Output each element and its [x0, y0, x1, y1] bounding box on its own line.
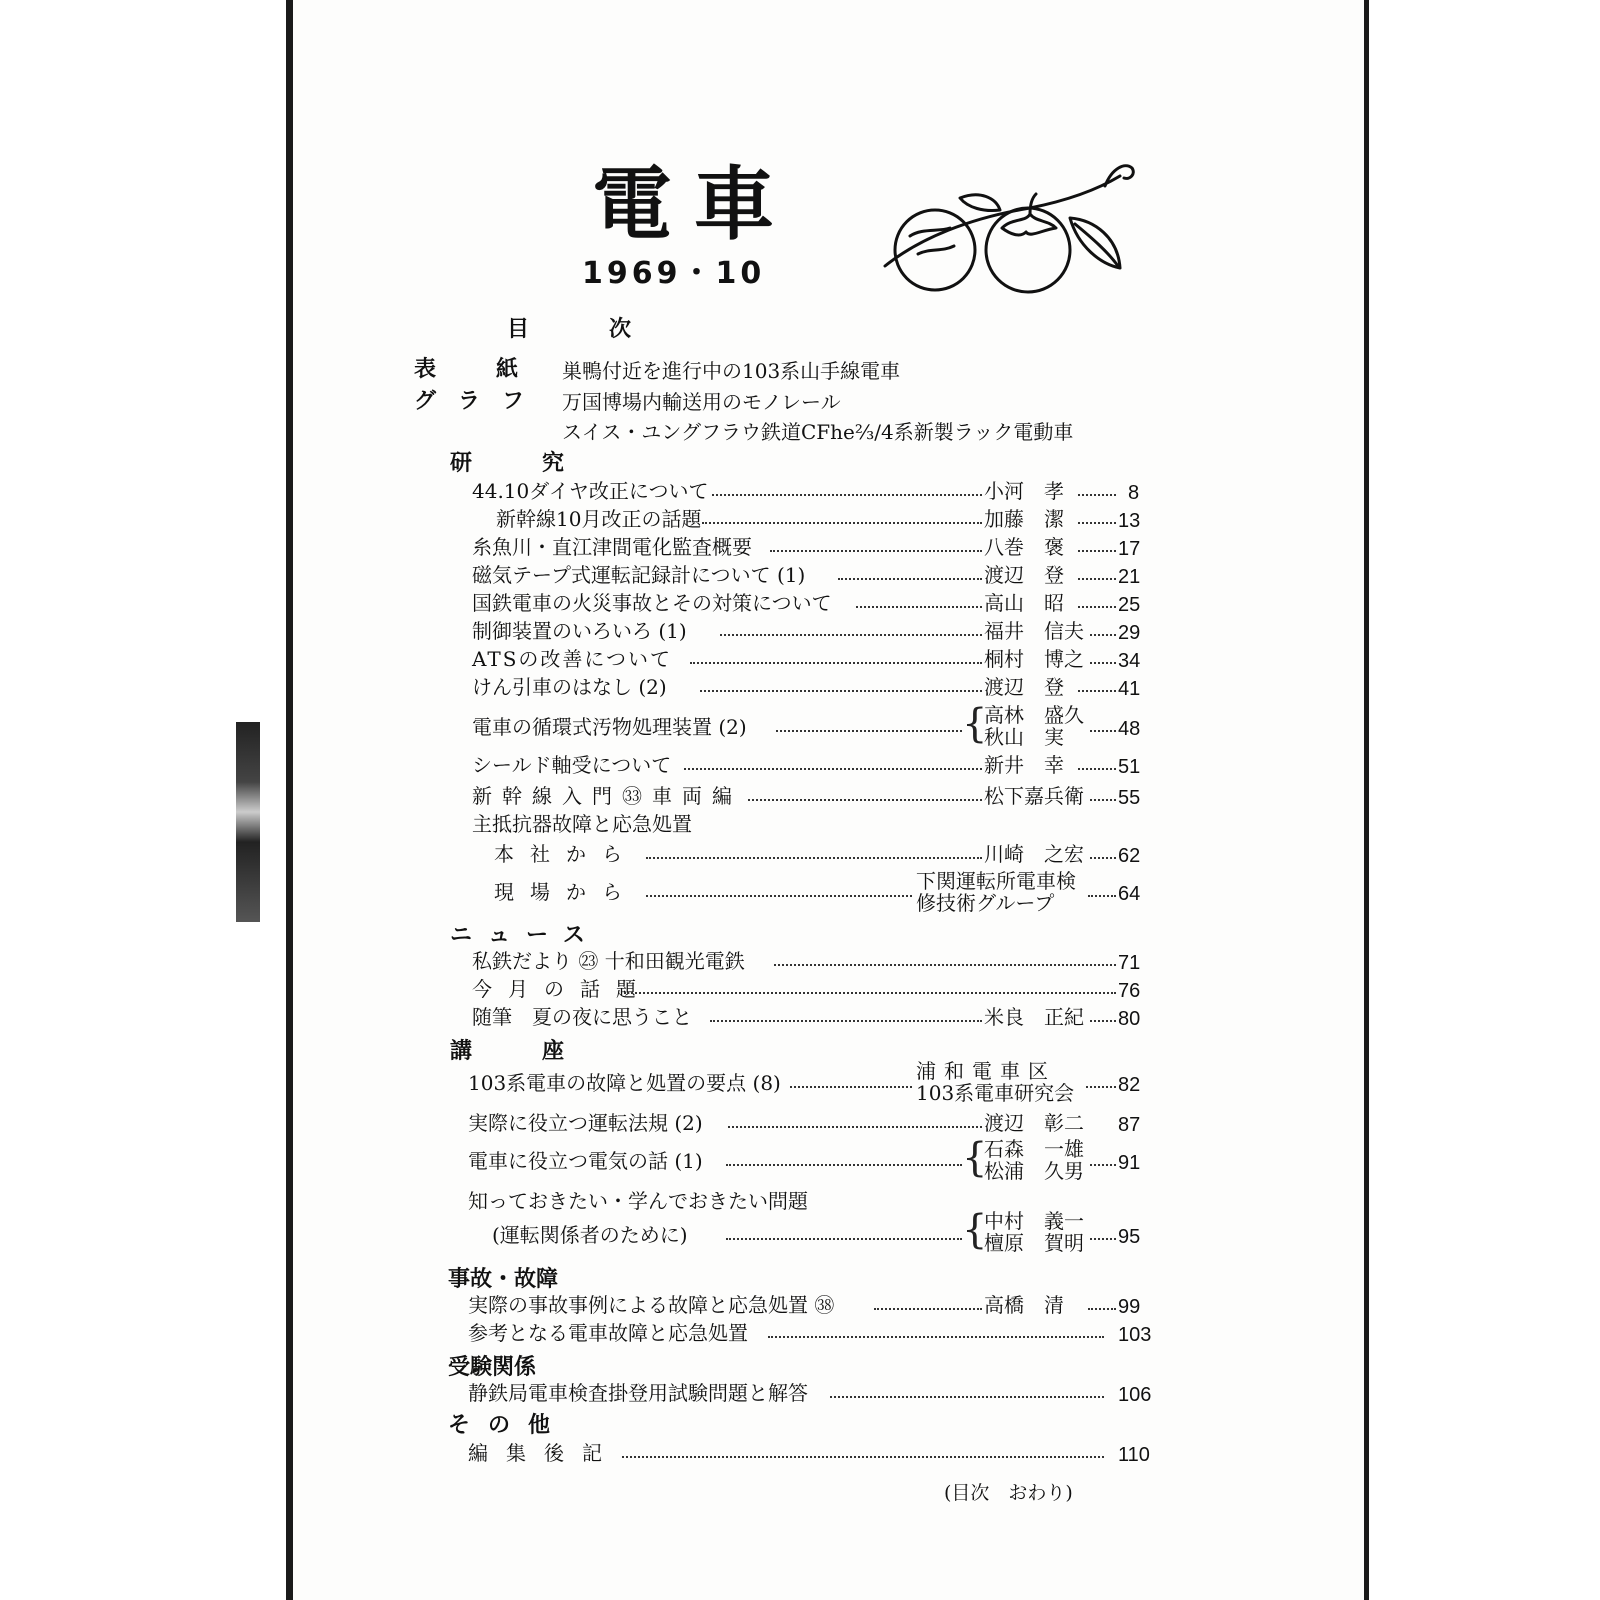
toc-entry-title: 国鉄電車の火災事故とその対策について: [472, 591, 832, 615]
toc-entry-page: 8: [1128, 482, 1140, 504]
dot-leader: [1090, 1164, 1116, 1166]
dot-leader: [790, 1086, 912, 1088]
toc-entry-title: ATSの改善について: [472, 647, 672, 671]
dot-leader: [712, 494, 982, 496]
dot-leader: [646, 895, 912, 897]
toc-entry-title: 103系電車の故障と処置の要点 (8): [468, 1071, 781, 1095]
dot-leader: [1078, 690, 1116, 692]
toc-entry-title: 実際に役立つ運転法規 (2): [468, 1111, 703, 1135]
toc-entry-author: 中村 義一: [984, 1209, 1084, 1233]
issue-date: 1969・10: [582, 256, 766, 291]
dot-leader: [770, 550, 982, 552]
section-title: 受験関係: [448, 1354, 537, 1380]
dot-leader: [1078, 606, 1116, 608]
toc-entry-title: 私鉄だより ㉓ 十和田観光電鉄: [472, 949, 745, 973]
toc-entry-author: 渡辺 彰二: [984, 1111, 1084, 1135]
dot-leader: [874, 1308, 982, 1310]
dot-leader: [1078, 494, 1116, 496]
toc-entry-author: 松浦 久男: [984, 1159, 1084, 1183]
dot-leader: [1090, 1020, 1116, 1022]
cover-text: 巣鴨付近を進行中の103系山手線電車: [562, 359, 901, 383]
dot-leader: [1090, 634, 1116, 636]
toc-entry-author: 下関運転所電車検: [916, 869, 1076, 893]
toc-entry-title: (運転関係者のために): [492, 1223, 688, 1247]
dot-leader: [856, 606, 982, 608]
toc-entry-page: 87: [1118, 1114, 1141, 1136]
toc-entry-author: 加藤 潔: [984, 507, 1064, 531]
toc-entry-page: 34: [1118, 650, 1141, 672]
section-title: その他: [448, 1412, 569, 1438]
toc-entry-page: 41: [1118, 678, 1141, 700]
toc-entry-title: 糸魚川・直江津間電化監査概要: [472, 535, 752, 559]
dot-leader: [768, 1336, 1104, 1338]
toc-entry-page: 80: [1118, 1008, 1141, 1030]
dot-leader: [838, 578, 982, 580]
toc-entry-page: 29: [1118, 622, 1141, 644]
toc-entry-title: 知っておきたい・学んでおきたい問題: [468, 1189, 808, 1213]
toc-entry-title: 新幹線入門㉝車両編: [472, 784, 742, 808]
dot-leader: [1088, 1308, 1116, 1310]
toc-entry-page: 110: [1118, 1444, 1150, 1466]
toc-entry-page: 13: [1118, 510, 1141, 532]
section-title: 講座: [450, 1038, 635, 1064]
dot-leader: [710, 1020, 982, 1022]
toc-entry-author: 石森 一雄: [984, 1137, 1084, 1161]
magazine-title: 電車: [592, 157, 796, 251]
toc-entry-title: 現場から: [494, 880, 638, 904]
toc-entry-page: 91: [1118, 1152, 1141, 1174]
toc-entry-page: 71: [1118, 952, 1141, 974]
dot-leader: [700, 690, 982, 692]
toc-entry-author: 米良 正紀: [984, 1005, 1084, 1029]
toc-entry-page: 64: [1118, 883, 1141, 905]
dot-leader: [622, 1456, 1104, 1458]
toc-entry-author: 福井 信夫: [984, 619, 1084, 643]
toc-entry-title: 編集後記: [468, 1441, 620, 1465]
dot-leader: [1078, 768, 1116, 770]
graph-item: 万国博場内輸送用のモノレール: [562, 390, 841, 414]
author-brace: {: [962, 1207, 988, 1253]
toc-entry-page: 103: [1118, 1324, 1152, 1346]
toc-heading: 目次: [507, 316, 712, 342]
dot-leader: [1078, 522, 1116, 524]
cover-label: 表紙: [414, 356, 579, 382]
toc-entry-title: 主抵抗器故障と応急処置: [472, 812, 692, 836]
toc-entry-page: 62: [1118, 845, 1141, 867]
toc-entry-page: 21: [1118, 566, 1141, 588]
dot-leader: [728, 1126, 982, 1128]
toc-entry-title: 制御装置のいろいろ (1): [472, 619, 687, 643]
dot-leader: [1088, 895, 1116, 897]
toc-entry-title: 随筆 夏の夜に思うこと: [472, 1005, 692, 1029]
toc-entry-title: 参考となる電車故障と応急処置: [468, 1321, 748, 1345]
toc-entry-title: 新幹線10月改正の話題: [496, 507, 702, 531]
toc-entry-author: 高林 盛久: [984, 703, 1084, 727]
toc-entry-page: 55: [1118, 787, 1141, 809]
toc-entry-author: 八巻 褒: [984, 535, 1064, 559]
toc-entry-title: けん引車のはなし (2): [472, 675, 667, 699]
toc-entry-author: 渡辺 登: [984, 675, 1064, 699]
section-title: ニュース: [450, 922, 601, 948]
toc-entry-title: シールド軸受について: [472, 753, 672, 777]
toc-entry-author: 松下嘉兵衛: [984, 784, 1084, 808]
toc-entry-title: 電車に役立つ電気の話 (1): [468, 1149, 703, 1173]
dot-leader: [702, 522, 982, 524]
dot-leader: [1090, 662, 1116, 664]
toc-entry-title: 今月の話題: [472, 977, 652, 1001]
toc-entry-page: 25: [1118, 594, 1141, 616]
toc-entry-title: 電車の循環式汚物処理装置 (2): [472, 715, 747, 739]
graph-item: スイス・ユングフラウ鉄道CFhe⅔/4系新製ラック電動車: [562, 420, 1074, 444]
dot-leader: [720, 634, 982, 636]
dot-leader: [1078, 550, 1116, 552]
dot-leader: [726, 1238, 962, 1240]
dot-leader: [726, 1164, 962, 1166]
toc-entry-page: 48: [1118, 718, 1141, 740]
toc-entry-page: 82: [1118, 1074, 1141, 1096]
toc-entry-author: 高橋 清: [984, 1293, 1064, 1317]
dot-leader: [748, 799, 982, 801]
toc-entry-author: 新井 幸: [984, 753, 1064, 777]
dot-leader: [690, 662, 982, 664]
toc-entry-author: 小河 孝: [984, 479, 1064, 503]
toc-entry-page: 99: [1118, 1296, 1141, 1318]
toc-entry-title: 実際の事故事例による故障と応急処置 ㊳: [468, 1293, 835, 1317]
dot-leader: [624, 992, 1116, 994]
dot-leader: [774, 964, 1116, 966]
toc-entry-page: 76: [1118, 980, 1141, 1002]
dot-leader: [1086, 1086, 1116, 1088]
toc-entry-title: 44.10ダイヤ改正について: [472, 479, 709, 503]
author-brace: {: [962, 701, 988, 747]
toc-entry-author: 修技術グループ: [916, 891, 1055, 915]
section-title: 研究: [450, 450, 635, 476]
toc-entry-author: 檀原 賀明: [984, 1231, 1084, 1255]
toc-entry-author: 川崎 之宏: [984, 842, 1084, 866]
toc-entry-author: 秋山 実: [984, 725, 1064, 749]
dot-leader: [830, 1396, 1104, 1398]
dot-leader: [684, 768, 982, 770]
toc-entry-page: 17: [1118, 538, 1141, 560]
dot-leader: [1090, 1238, 1116, 1240]
dot-leader: [1090, 799, 1116, 801]
toc-entry-title: 本社から: [494, 842, 638, 866]
toc-end-note: (目次 おわり): [944, 1482, 1073, 1504]
dot-leader: [1090, 730, 1116, 732]
toc-entry-author: 高山 昭: [984, 591, 1064, 615]
toc-entry-author: 渡辺 登: [984, 563, 1064, 587]
dot-leader: [1090, 857, 1116, 859]
graph-label: グラフ: [414, 388, 547, 414]
dot-leader: [1078, 578, 1116, 580]
dot-leader: [646, 857, 982, 859]
section-title: 事故・故障: [448, 1266, 559, 1292]
toc-entry-author: 桐村 博之: [984, 647, 1084, 671]
toc-entry-author: 103系電車研究会: [916, 1081, 1075, 1105]
toc-entry-page: 106: [1118, 1384, 1152, 1406]
toc-entry-title: 静鉄局電車検査掛登用試験問題と解答: [468, 1381, 808, 1405]
toc-entry-title: 磁気テープ式運転記録計について (1): [472, 563, 806, 587]
toc-entry-page: 51: [1118, 756, 1141, 778]
toc-entry-page: 95: [1118, 1226, 1141, 1248]
toc-entry-author: 浦和電車区: [916, 1059, 1056, 1083]
author-brace: {: [962, 1135, 988, 1181]
dot-leader: [776, 730, 962, 732]
